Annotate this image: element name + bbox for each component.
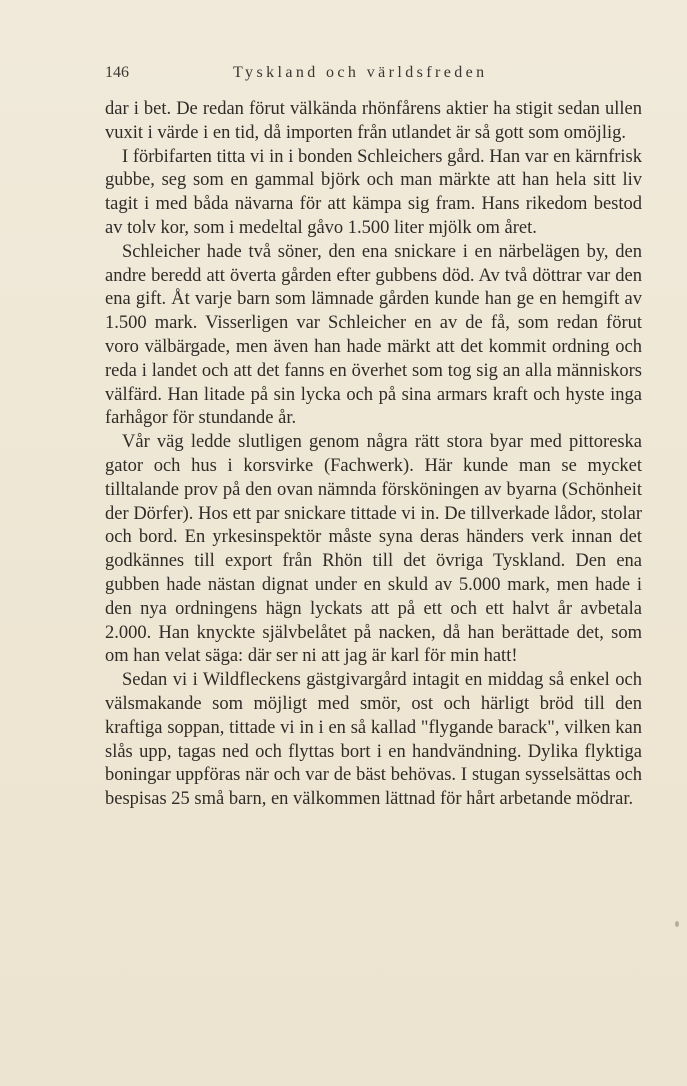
paragraph: Vår väg ledde slutligen genom några rätt stora byar med pittoreska gator och hus i korsvirke (Fachwerk). Här kunde man se mycket tilltalande prov på den ovan nämnda försköningen av byarna (Schönheit der Dörfer). Hos ett par snickare tittade vi in. De tillverkade lådor, stolar och bord. En yrkesinspektör måste syna deras händers verk innan det godkännes till export från Rhön till det övriga Tyskland. Den ena gubben hade nästan dignat under en skuld av 5.000 mark, men hade i den nya ordningens hägn lyckats att på ett och ett halvt år avbetala 2.000. Han knyckte självbelåtet på nacken, då han berättade det, som om han velat säga: där ser ni att jag är karl för min hatt! <box>105 432 642 667</box>
running-title: Tyskland och världsfreden <box>233 64 488 81</box>
body-text <box>105 98 642 812</box>
paragraph: dar i bet. De redan förut välkända rhönfårens aktier ha stigit sedan ullen vuxit i värde i en tid, då importen från utlandet är så gott som omöjlig. <box>105 99 642 143</box>
paragraph: Schleicher hade två söner, den ena snickare i en närbelägen by, den andre beredd att överta gården efter gubbens död. Av två döttrar var den ena gift. Åt varje barn som lämnade gården kunde han ge en hemgift av 1.500 mark. Visserligen var Schleicher en av de få, som redan förut voro välbärgade, men även han hade märkt att det kommit ordning och reda i landet och att det fanns en överhet som tog sig an alla människors välfärd. Han litade på sin lycka och på sina armars kraft och hyste inga farhågor för stundande år. <box>105 241 642 429</box>
page-number: 146 <box>105 64 129 81</box>
paragraph: I förbifarten titta vi in i bonden Schleichers gård. Han var en kärnfrisk gubbe, seg som en gammal björk och man märkte att han hela sitt liv tagit i med båda nävarna för att kämpa sig fram. Hans rikedom bestod av tolv kor, som i medeltal gåvo 1.500 liter mjölk om året. <box>105 146 642 238</box>
paragraph: Sedan vi i Wildfleckens gästgivargård intagit en middag så enkel och välsmakande som möjligt med smör, ost och härligt bröd till den kraftiga soppan, tittade vi in i en så kallad "flygande barack", vilken kan slås upp, tagas ned och flyttas bort i en handvändning. Dylika flyktiga boningar uppföras när och var de bäst behövas. I stugan sysselsättas och bespisas 25 små barn, en välkommen lättnad för hårt arbetande mödrar. <box>105 670 642 810</box>
page-header <box>105 64 642 86</box>
paper-speck <box>675 921 679 927</box>
